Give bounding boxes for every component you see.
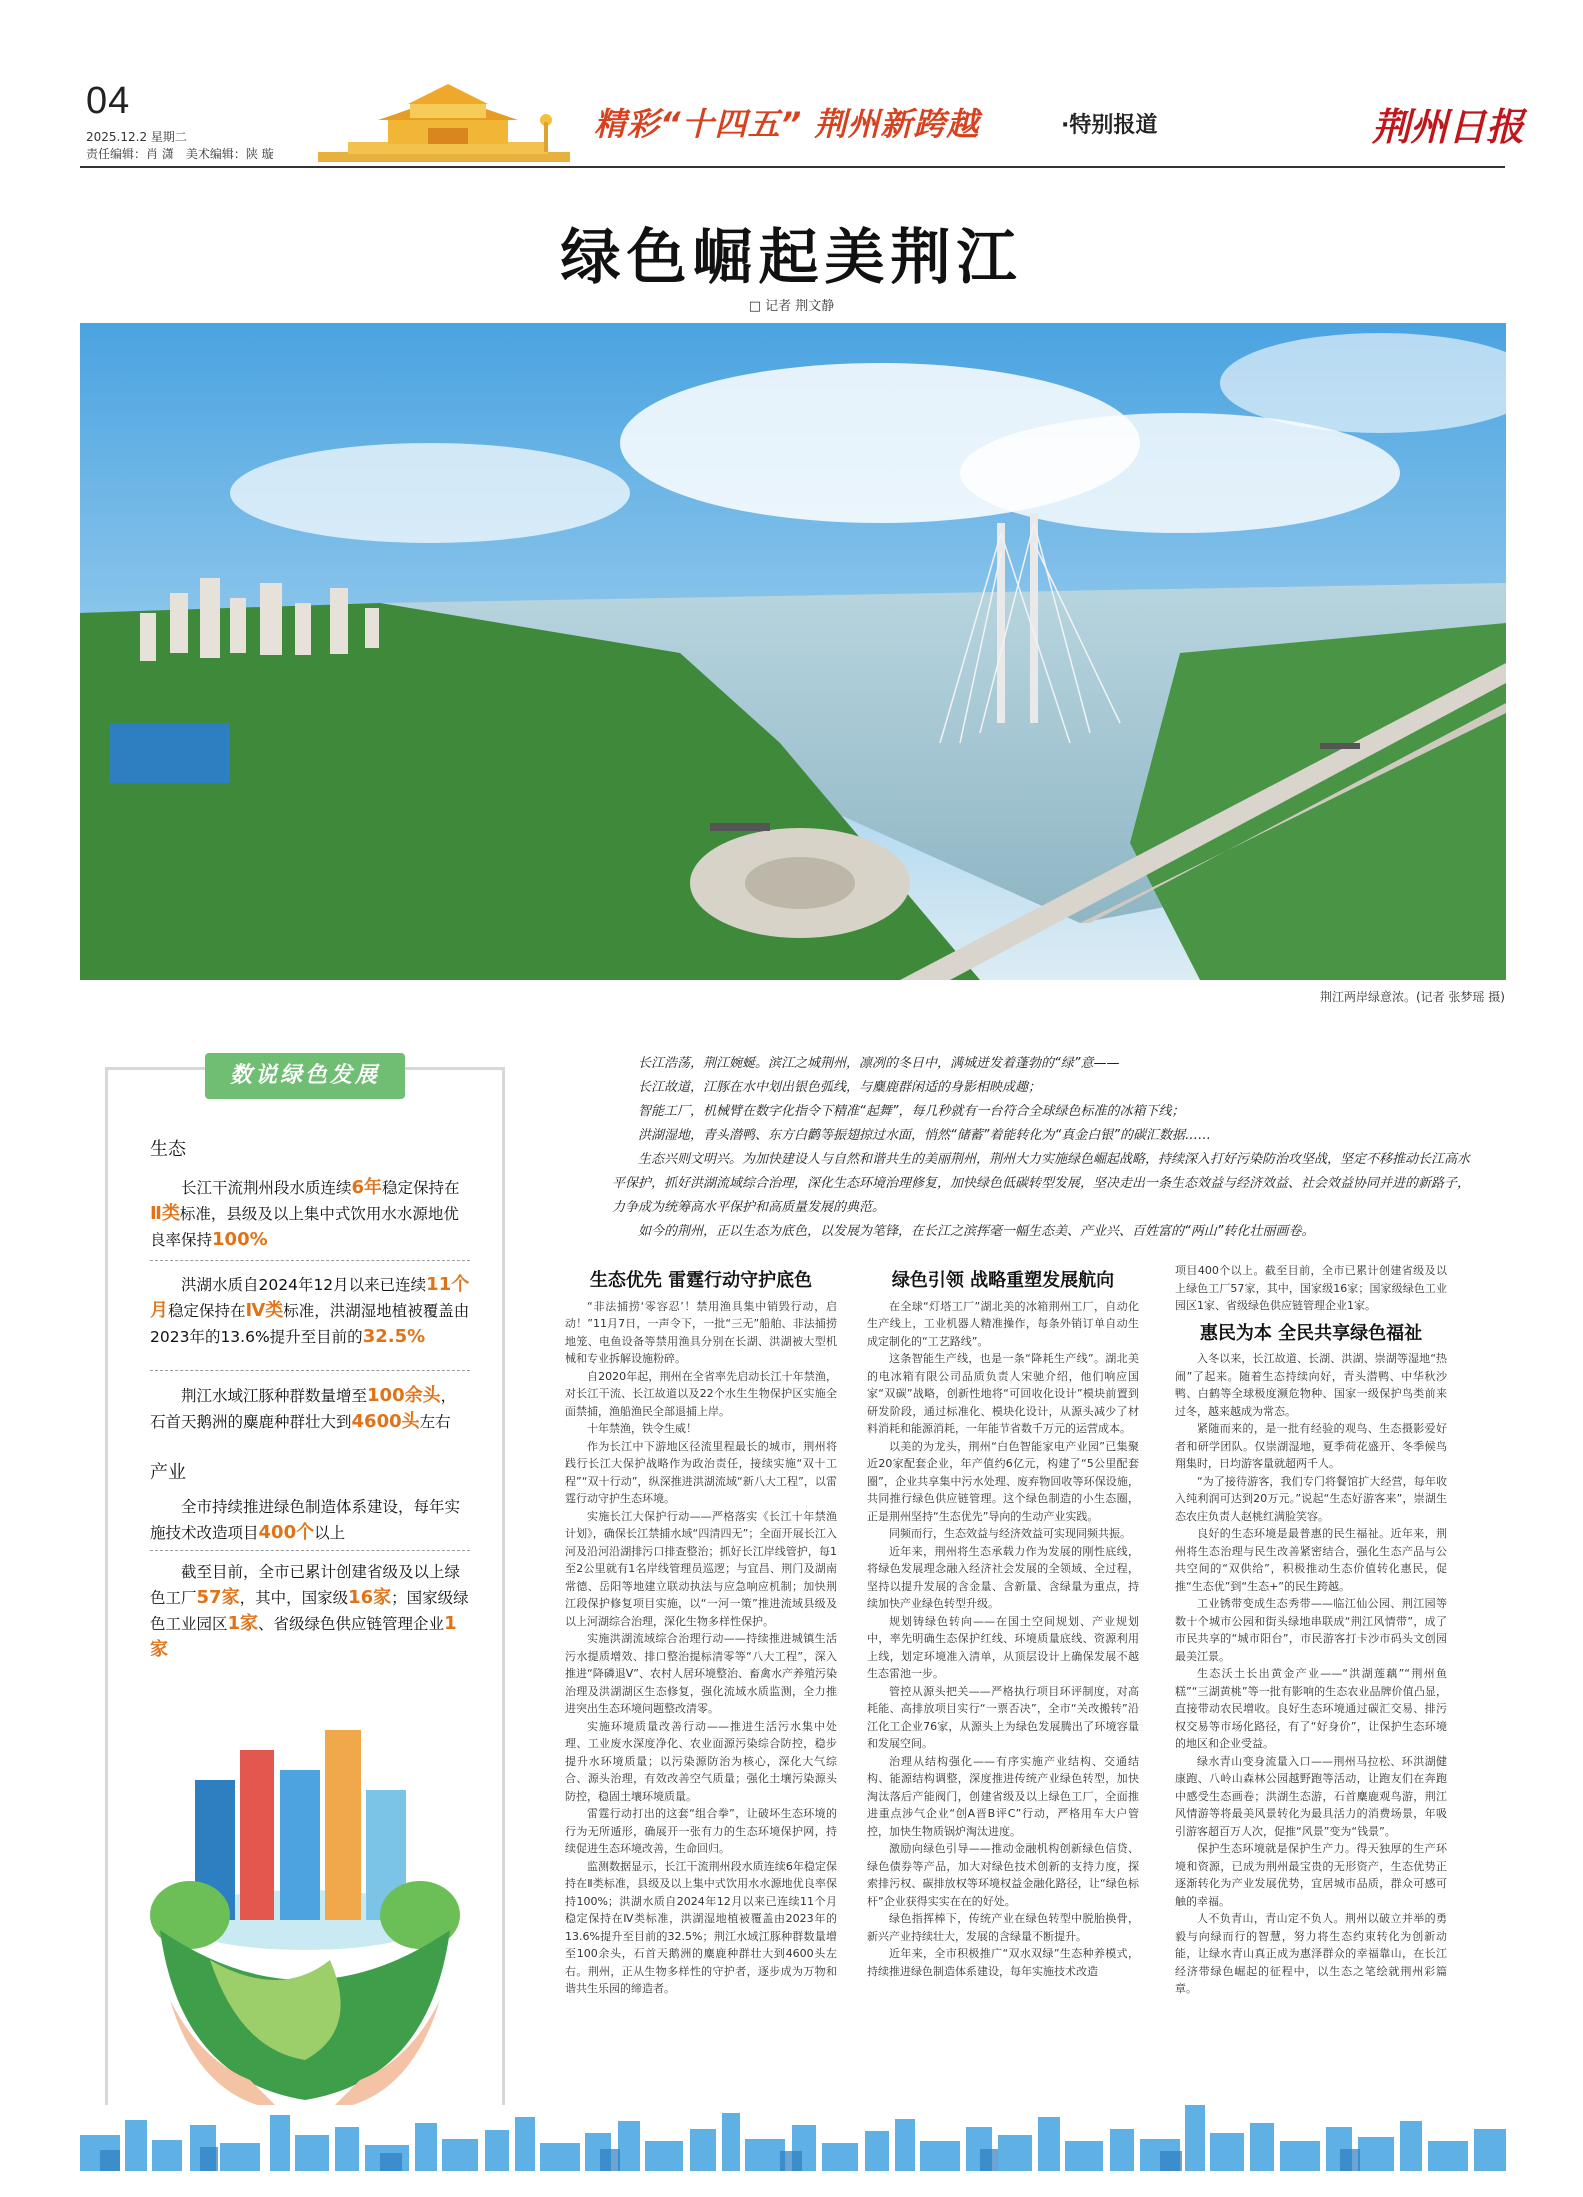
section-heading-ecology: 生态优先 雷霆行动守护底色	[589, 1270, 813, 1291]
sidebar-divider	[150, 1260, 470, 1262]
stat-green-factories: 截至目前，全市已累计创建省级及以上绿色工厂57家，其中，国家级16家；国家级绿色工业园区1家、省级绿色供应链管理企业1家	[150, 1563, 469, 1660]
editors-line: 责任编辑：肖 潇 美术编辑：陕 璇	[86, 147, 274, 161]
sidebar-divider	[150, 1370, 470, 1372]
stat-tech-projects: 全市持续推进绿色制造体系建设，每年实施技术改造项目400个以上	[150, 1498, 461, 1543]
green-city-illustration	[130, 1700, 480, 2120]
industry-label: 产业	[150, 1462, 186, 1483]
section-label: ·特别报道	[1061, 113, 1158, 138]
newspaper-masthead: 荆州日报	[1372, 104, 1525, 149]
column-public-welfare: 项目400个以上。截至目前，全市已累计创建省级及以上绿色工厂57家，其中，国家级16家；国家级绿色工业园区1家、省级绿色供应链管理企业1家。 惠民为本 全民共享绿色福祉 入冬以来，长江故道、长湖、洪湖、崇湖等湿地“热闹”了起来。随着生态持续向好，青头潜鸭、中华秋沙鸭、白鹤等全球极度濒危物种、国家一级保护鸟类前来过冬，越来越成为常态。 紧随而来的，是一批有经验的观鸟、生态摄影爱好者和研学团队。仅崇湖湿地，夏季荷花盛开、冬季候鸟翔集时，日均游客量就超两千人。 “为了接待游客，我们专门将餐馆扩大经营，每年收入纯利润可达到20万元。”说起“生态好游客来”，崇湖生态农庄负责人赵桃红满脸笑容。 良好的生态环境是最普惠的民生福祉。近年来，荆州将生态治理与民生改善紧密结合，强化生态产品与公共空间的“双供给”，积极推动生态价值转化惠民，促推“生态优”到“生态+”的民生跨越。 工业锈带变成生态秀带——临江仙公园、荆江园等数十个城市公园和街头绿地串联成“荆江风情带”，成了市民共享的“城市阳台”，市民游客打卡沙市码头文创园最美江景。 生态沃土长出黄金产业——“洪湖莲藕”“荆州鱼糕”“三湖黄桃”等一批有影响的生态农业品牌价值凸显，直接带动农民增收。良好生态环境通过碳汇交易、排污权交易等市场化路径，有了“好身价”，让保护生态环境的地区和企业受益。 绿水青山变身流量入口——荆州马拉松、环洪湖健康跑、八岭山森林公园越野跑等活动，让跑友们在奔跑中感受生态画卷；洪湖生态游，石首麋鹿观鸟游，荆江风情游等将最美风景转化为最具活力的消费场景，年吸引游客超百万人次，促推“风景”变为“钱景”。 保护生态环境就是保护生产力。得天独厚的生产环境和资源，已成为荆州最宝贵的无形资产，生态优势正逐渐转化为产业发展优势，宜居城市品质，群众可感可触的幸福。 人不负青山，青山定不负人。荆州以破立并举的勇毅与向绿而行的智慧，努力将生态约束转化为创新动能，让绿水青山真正成为惠泽群众的幸福靠山，在长江经济带绿色崛起的征程中，以生态之笔绘就荆州彩篇章。	[1175, 1264, 1447, 1995]
stat-water-quality: 长江干流荆州段水质连续6年稳定保持在Ⅱ类标准，县级及以上集中式饮用水水源地优良率保持100%	[150, 1177, 460, 1250]
header-divider	[80, 166, 1505, 168]
bottom-skyline-decoration	[80, 2105, 1506, 2171]
special-theme-title: 精彩“十四五” 荆州新跨越	[594, 105, 980, 143]
aerial-bridge-photo	[80, 323, 1506, 980]
photo-caption: 荆江两岸绿意浓。(记者 张梦瑶 摄)	[1320, 990, 1505, 1004]
article-title: 绿色崛起美荆江	[560, 223, 1023, 293]
section-heading-welfare: 惠民为本 全民共享绿色福祉	[1199, 1322, 1423, 1344]
header-pavilion-illustration	[318, 82, 570, 162]
section-heading-green: 绿色引领 战略重塑发展航向	[891, 1270, 1115, 1291]
article-byline: □ 记者 荆文静	[748, 299, 835, 314]
issue-date: 2025.12.2 星期二	[86, 130, 187, 144]
sidebar-title: 数说绿色发展	[205, 1053, 405, 1099]
ecology-label: 生态	[150, 1139, 186, 1160]
photo-illustration	[80, 323, 1506, 980]
sidebar-divider	[150, 1550, 470, 1552]
article-lead: 长江浩荡，荆江婉蜒。滨江之城荆州，凛冽的冬日中，满城迸发着蓬勃的“绿”意—— 长江故道，江豚在水中划出银色弧线，与麋鹿群闲适的身影相映成趣； 智能工厂，机械臂在数字化指令下精准“起舞”，每几秒就有一台符合全球绿色标准的冰箱下线； 洪湖湿地，青头潜鸭、东方白鹳等振翅掠过水面，悄然“储蓄”着能转化为“真金白银”的碳汇数据…… 生态兴则文明兴。为加快建设人与自然和谐共生的美丽荆州，荆州大力实施绿色崛起战略，持续深入打好污染防治攻坚战，坚定不移推动长江高水平保护，抓好洪湖流域综合治理，深化生态环境治理修复，加快绿色低碳转型发展，坚决走出一条生态效益与经济效益、社会效益协同并进的新路子，力争成为统筹高水平保护和高质量发展的典范。 如今的荆州，正以生态为底色，以发展为笔锋，在长江之滨挥毫一幅生态美、产业兴、百姓富的“两山”转化壮丽画卷。	[612, 1056, 1471, 1239]
stat-wildlife: 荆江水域江豚种群数量增至100余头，石首天鹅洲的麋鹿种群壮大到4600头左右	[150, 1385, 457, 1432]
column-ecology: 生态优先 雷霆行动守护底色 “非法捕捞‘零容忍’！禁用渔具集中销毁行动，启动！”11月7日，一声令下，一批“三无”船舶、非法捕捞地笼、电鱼设备等禁用渔具分别在长湖、洪湖被大型机械和专业拆解设施粉碎。 自2020年起，荆州在全省率先启动长江十年禁渔，对长江干流、长江故道以及22个水生生物保护区实施全面禁捕，渔船渔民全部退捕上岸。 十年禁渔，铁令生威！ 作为长江中下游地区径流里程最长的城市，荆州将践行长江大保护战略作为政治责任，接续实施“双十工程”“双十行动”，纵深推进洪湖流域“新八大工程”，以雷霆行动守护生态环境。 实施长江大保护行动——严格落实《长江十年禁渔计划》，确保长江禁捕水域“四清四无”；全面开展长江入河及沿河沿湖排污口排查整治；抓好长江岸线管护，每1至2公里就有1名岸线管理员巡逻；与宜昌、荆门及湖南常德、岳阳等地建立联动执法与应急响应机制；加快荆江段保护修复项目实施，以“一河一策”推进流域县级及以上河湖综合治理，深化生物多样性保护。 实施洪湖流域综合治理行动——持续推进城镇生活污水提质增效、排口整治提标清零等“八大工程”，深入推进“降磷退Ⅴ”、农村人居环境整治、畜禽水产养殖污染治理及洪湖湖区生态修复，强化流域水质监测，全力推进突出生态环境问题整改清零。 实施环境质量改善行动——推进生活污水集中处理、工业废水深度净化、农业面源污染综合防控，稳步提升水环境质量；以污染源防治为核心，深化大气综合、源头治理，有效改善空气质量；强化土壤污染源头防控，稳固土壤环境质量。 雷霆行动打出的这套“组合拳”，让破坏生态环境的行为无所遁形，确展开一张有力的生态环境保护网，持续促进生态环境改善，生命回归。 监测数据显示，长江干流荆州段水质连续6年稳定保持在Ⅱ类标准，县级及以上集中式饮用水水源地优良率保持100%；洪湖水质自2024年12月以来已连续11个月稳定保持在Ⅳ类标准，洪湖湿地植被覆盖由2023年的13.6%提升至目前的32.5%；荆江水域江豚种群数量增至100余头，石首天鹅洲的麋鹿种群壮大到4600头左右。荆州，正从生物多样性的守护者，逐步成为万物和谐共生乐园的缔造者。	[565, 1270, 837, 1995]
stat-honghu: 洪湖水质自2024年12月以来已连续11个月稳定保持在Ⅳ类标准，洪湖湿地植被覆盖由2023年的13.6%提升至目前的32.5%	[150, 1274, 470, 1347]
column-green-industry: 绿色引领 战略重塑发展航向 在全球“灯塔工厂”湖北美的冰箱荆州工厂，自动化生产线上，工业机器人精准操作，每条外销订单自动生成定制化的“工艺路线”。 这条智能生产线，也是一条“降耗生产线”。湖北美的电冰箱有限公司品质负责人宋驰介绍，他们响应国家“双碳”战略，创新性地将“可回收化设计”模块前置到研发阶段，通过标准化、模块化设计，从源头减少了材料消耗和能源消耗，一年能节省数千万元的运营成本。 以美的为龙头，荆州“白色智能家电产业园”已集聚近20家配套企业，年产值约6亿元，构建了“5公里配套圈”，企业共享集中污水处理、废弃物回收等环保设施，共同推行绿色供应链管理。这个绿色制造的小生态圈，正是荆州坚持“生态优先”导向的生动产业实践。 同频而行，生态效益与经济效益可实现同频共振。 近年来，荆州将生态承载力作为发展的刚性底线，将绿色发展理念融入经济社会发展的全领域、全过程，坚持以提升发展的含金量、含新量、含绿量为重点，持续加快产业绿色转型升级。 规划铸绿色转向——在国土空间规划、产业规划中，率先明确生态保护红线、环境质量底线、资源利用上线，划定环境准入清单，从顶层设计上确保发展不越生态雷池一步。 管控从源头把关——严格执行项目环评制度，对高耗能、高排放项目实行“一票否决”，全市“关改搬转”沿江化工企业76家，从源头上为绿色发展腾出了环境容量和发展空间。 治理从结构强化——有序实施产业结构、交通结构、能源结构调整，深度推进传统产业绿色转型，加快淘汰落后产能阀门，创建省级及以上绿色工厂，全面推进重点涉气企业“创A晋B评C”行动，严格用车大户管控，加快生物质锅炉淘汰进度。 激励向绿色引导——推动金融机构创新绿色信贷、绿色债券等产品，加大对绿色技术创新的支持力度，探索排污权、碳排放权等环境权益金融化路径，让“绿色标杆”企业获得实实在在的好处。 绿色指挥棒下，传统产业在绿色转型中脱胎换骨，新兴产业持续壮大，发展的含绿量不断提升。 近年来，全市积极推广“双水双绿”生态种养模式，持续推进绿色制造体系建设，每年实施技术改造	[867, 1270, 1139, 1978]
page-number: 04	[86, 80, 131, 122]
